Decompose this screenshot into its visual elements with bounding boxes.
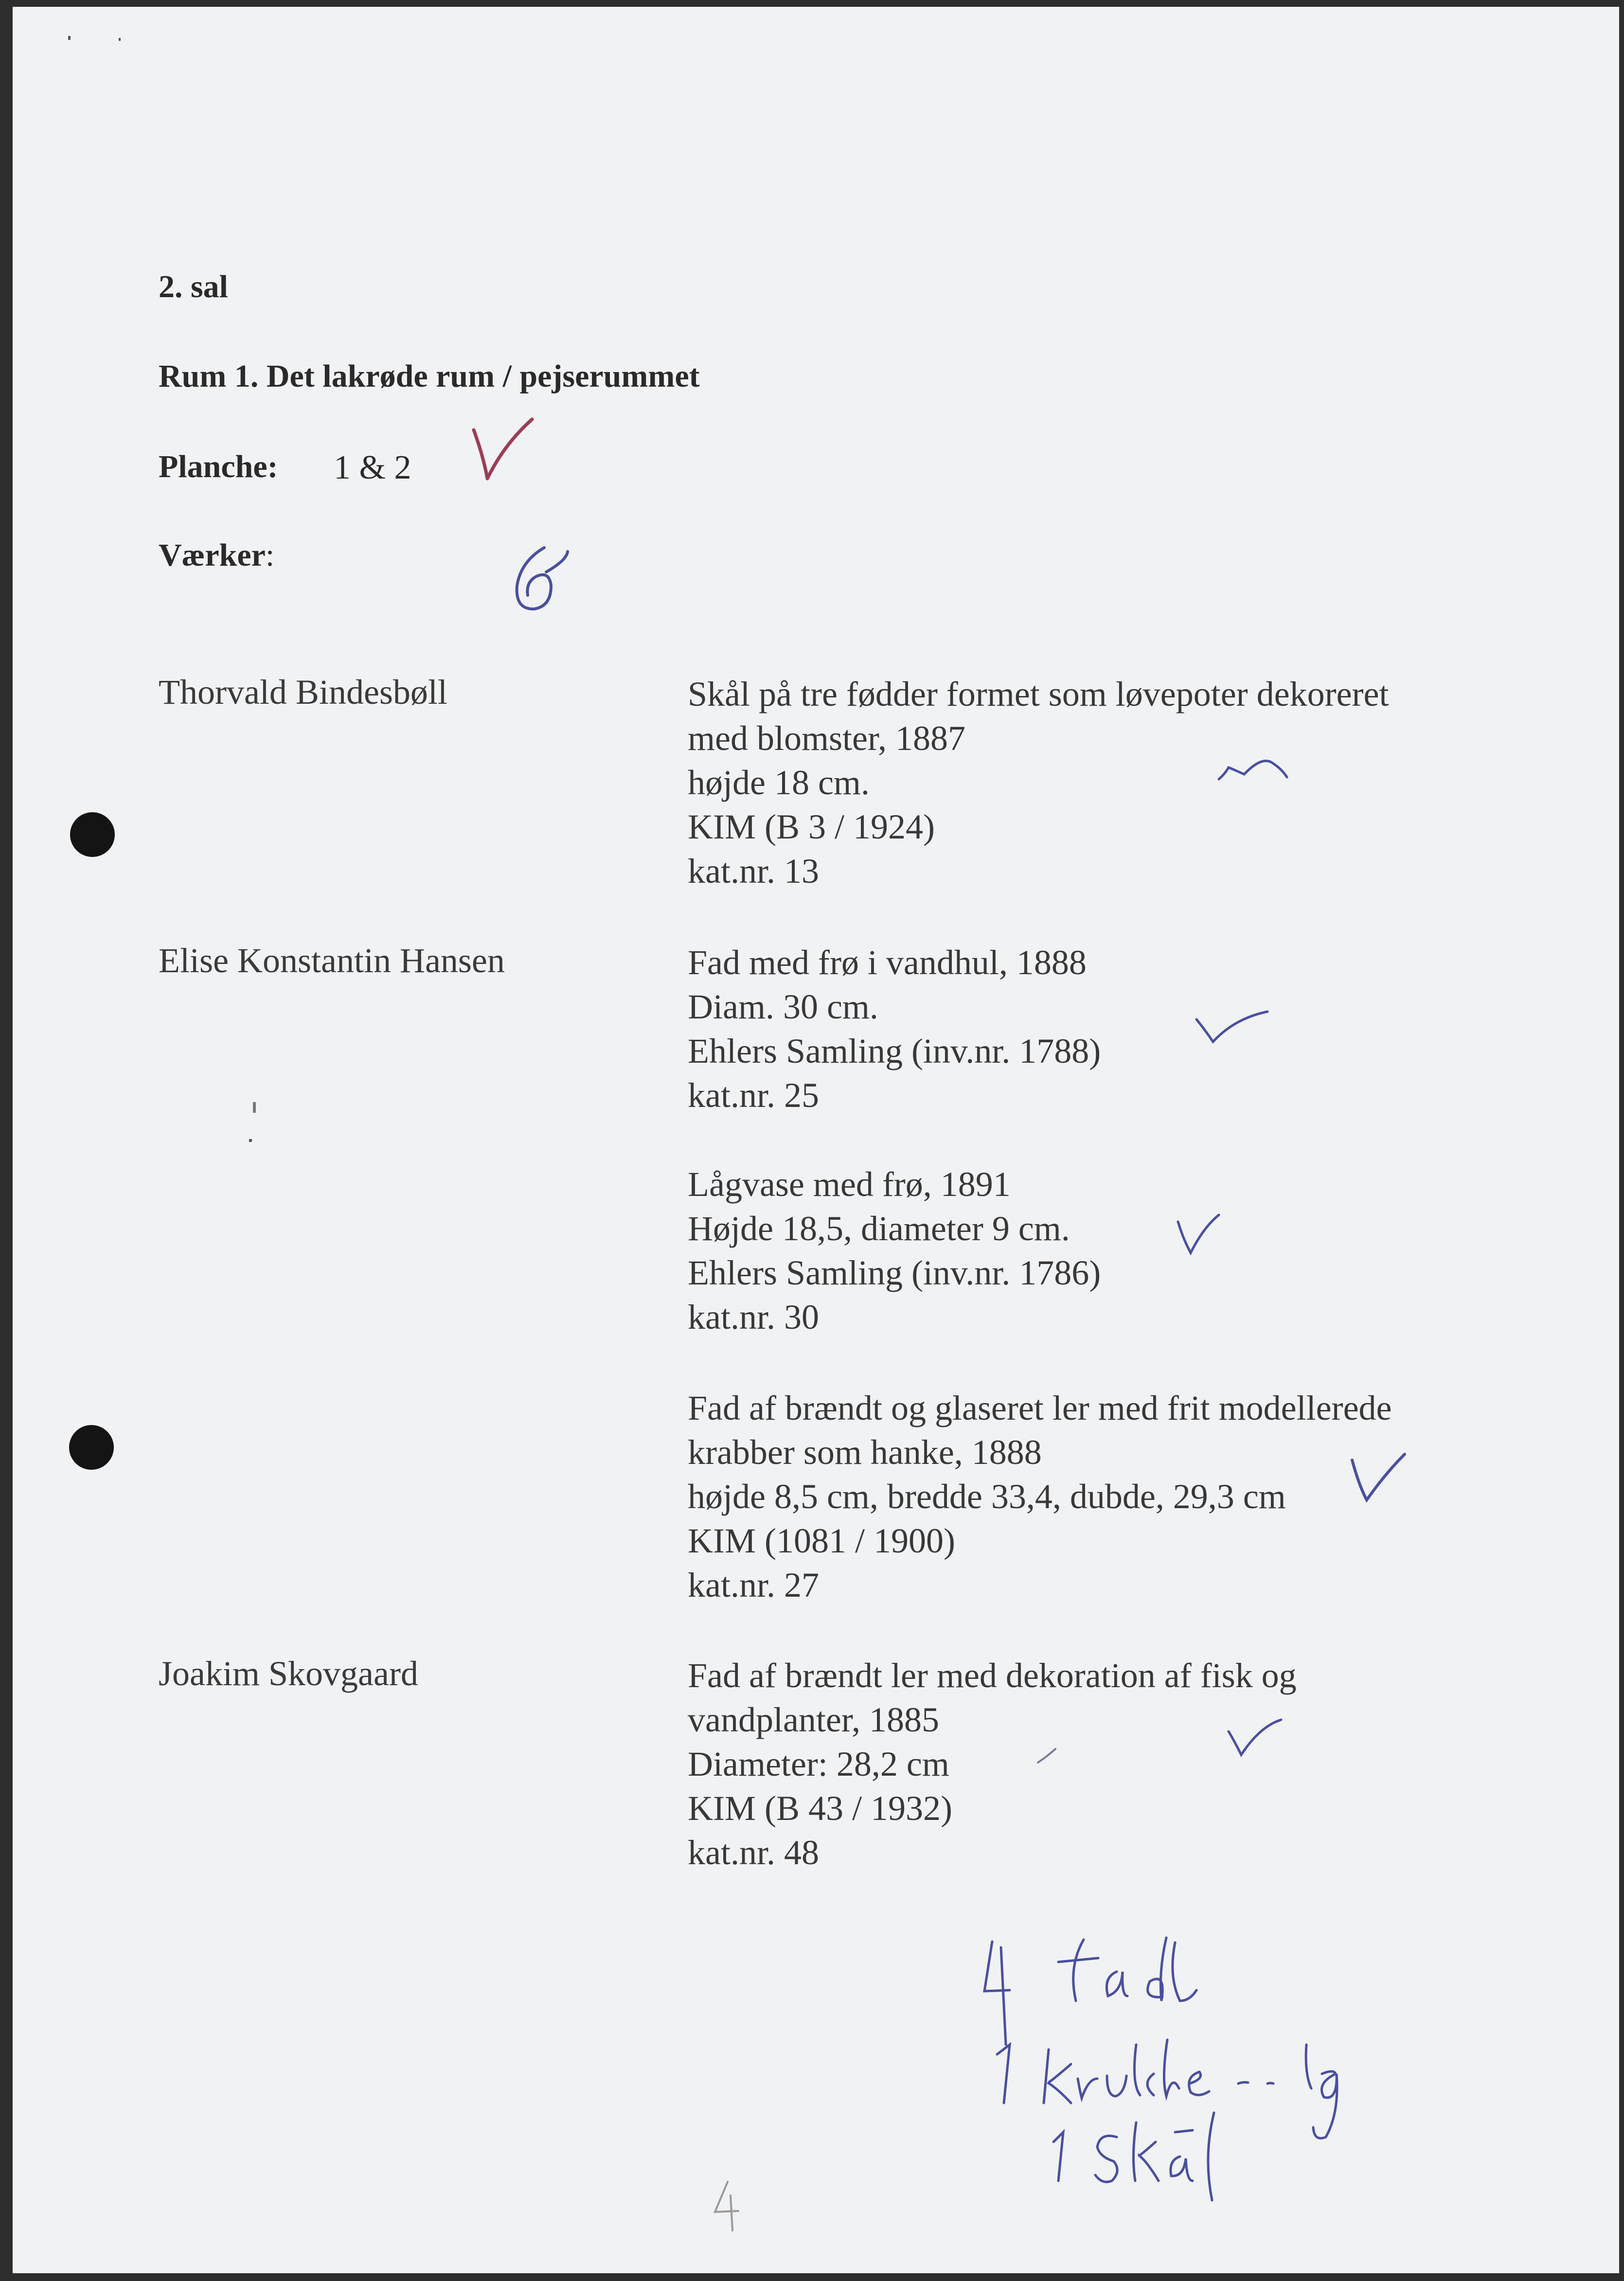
work-line: Ehlers Samling (inv.nr. 1788) [688,1032,1101,1070]
pencil-page-number [708,2176,747,2234]
artist-name: Elise Konstantin Hansen [159,941,505,980]
work-entry [688,1162,1101,1339]
room-heading: Rum 1. Det lakrøde rum / pejserummet [159,358,700,394]
checkmark-icon [1214,750,1292,789]
work-line: KIM (1081 / 1900) [688,1521,955,1560]
handwritten-count [506,542,579,620]
work-line: højde 8,5 cm, bredde 33,4, dubde, 29,3 cm [688,1477,1286,1516]
paper-speck [249,1139,252,1142]
work-line: med blomster, 1887 [688,719,966,758]
work-line: Fad med frø i vandhul, 1888 [688,943,1087,982]
work-line: vandplanter, 1885 [688,1700,939,1739]
floor-heading: 2. sal [159,269,229,304]
planche-label: Planche: [159,449,278,484]
paper-speck [119,38,121,41]
artist-name: Thorvald Bindesbøll [159,673,447,712]
checkmark-icon [1190,999,1277,1048]
artist-name: Joakim Skovgaard [159,1654,418,1693]
work-line: højde 18 cm. [688,763,870,802]
paper-speck [253,1102,256,1113]
work-line: krabber som hanke, 1888 [688,1433,1042,1472]
handwritten-tally [976,1928,1501,2229]
work-line: kat.nr. 30 [688,1298,819,1337]
work-line: kat.nr. 48 [688,1833,819,1872]
work-line: Skål på tre fødder formet som løvepoter dekoreret [688,675,1389,713]
work-line: KIM (B 3 / 1924) [688,807,935,846]
work-line: Fad af brændt og glaseret ler med frit modellerede [688,1389,1392,1427]
checkmark-icon [1224,1709,1292,1763]
checkmark-icon [470,410,538,488]
work-line: Diam. 30 cm. [688,987,878,1026]
planche-value: 1 & 2 [334,449,411,486]
work-line: Ehlers Samling (inv.nr. 1786) [688,1253,1101,1292]
work-line: kat.nr. 25 [688,1076,819,1115]
checkmark-icon [1345,1446,1413,1510]
paper-speck [68,36,71,40]
work-line: kat.nr. 27 [688,1566,819,1604]
checkmark-icon [1170,1208,1229,1262]
works-label [159,537,274,574]
work-entry [688,1386,1392,1607]
works-label-colon: : [265,537,275,573]
work-entry [688,941,1101,1118]
work-line: KIM (B 43 / 1932) [688,1789,952,1828]
work-line: kat.nr. 13 [688,852,819,891]
work-line: Diameter: 28,2 cm [688,1745,949,1783]
work-line: Fad af brændt ler med dekoration af fisk og [688,1656,1297,1695]
works-label-text: Værker [159,537,266,573]
document-page [13,7,1619,2273]
work-line: Højde 18,5, diameter 9 cm. [688,1209,1070,1248]
work-entry [688,1654,1297,1875]
punch-hole-bottom [69,1425,114,1470]
work-line: Lågvase med frø, 1891 [688,1165,1011,1204]
pencil-mark [1034,1743,1063,1767]
punch-hole-top [70,812,115,857]
